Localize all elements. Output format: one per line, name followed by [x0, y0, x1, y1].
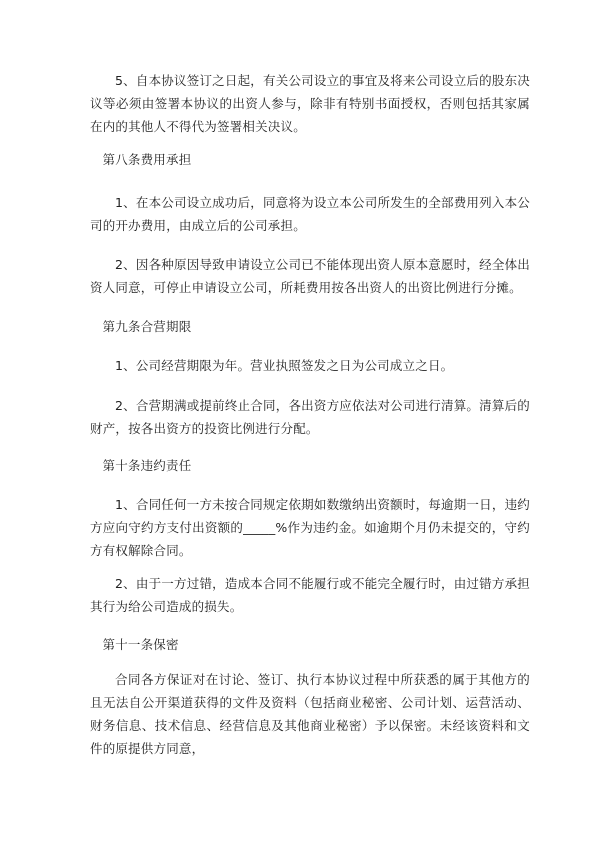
heading-article10: 第十条违约责任 [102, 458, 192, 473]
paragraph-article9-clause1: 1、公司经营期限为年。营业执照签发之日为公司成立之日。 [115, 358, 454, 373]
paragraph-article10-clause2: 2、由于一方过错，造成本合同不能履行或不能完全履行时，由过错方承担其行为给公司造成的损失。 [90, 576, 530, 614]
paragraph-article8-clause1: 1、在本公司设立成功后，同意将为设立本公司所发生的全部费用列入本公司的开办费用，由成立后的公司承担。 [90, 195, 530, 233]
heading-article8: 第八条费用承担 [102, 152, 192, 167]
heading-article11: 第十一条保密 [102, 637, 179, 652]
paragraph-article8-clause2: 2、因各种原因导致申请设立公司已不能体现出资人原本意愿时，经全体出资人同意，可停止申请设立公司，所耗费用按各出资人的出资比例进行分摊。 [90, 257, 530, 295]
paragraph-article10-clause1: 1、合同任何一方未按合同规定依期如数缴纳出资额时，每逾期一日，违约方应向守约方支付出资额的_____%作为违约金。如逾期个月仍未提交的，守约方有权解除合同。 [90, 497, 530, 558]
heading-article9: 第九条合营期限 [102, 319, 192, 334]
paragraph-article7-clause5: 5、自本协议签订之日起，有关公司设立的事宜及将来公司设立后的股东决议等必须由签署本协议的出资人参与，除非有特别书面授权，否则包括其家属在内的其他人不得代为签署相关决议。 [90, 73, 530, 134]
paragraph-article9-clause2: 2、合营期满或提前终止合同，各出资方应依法对公司进行清算。清算后的财产，按各出资方的投资比例进行分配。 [90, 398, 530, 436]
paragraph-article11-body: 合同各方保证对在讨论、签订、执行本协议过程中所获悉的属于其他方的且无法自公开渠道获得的文件及资料（包括商业秘密、公司计划、运营活动、财务信息、技术信息、经营信息及其他商业秘密）予以保密。未经该资料和文件的原提供方同意， [90, 672, 530, 756]
